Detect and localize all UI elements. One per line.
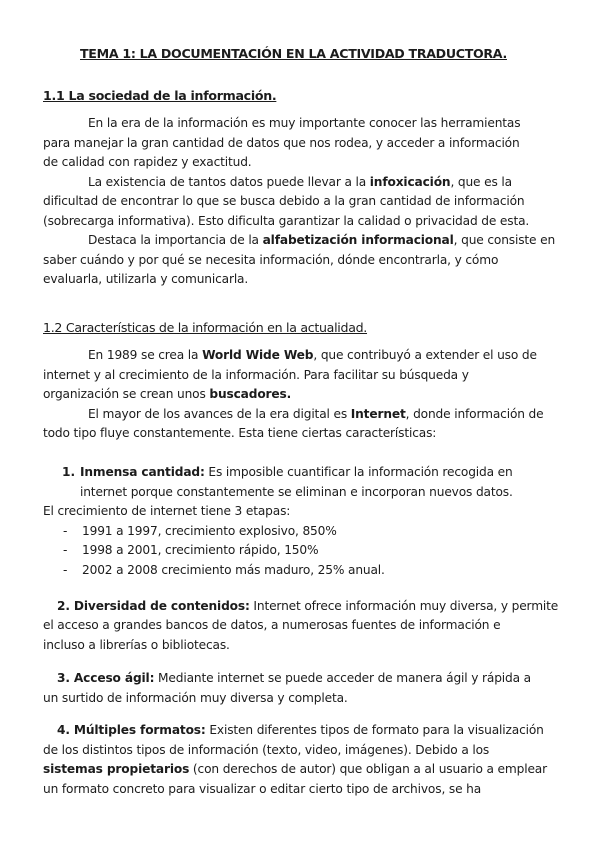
s1-p1-line3: de calidad con rapidez y exactitud. xyxy=(43,155,252,169)
dash-bullet: - xyxy=(63,543,68,557)
s2-p1-line3: organización se crean unos buscadores. xyxy=(43,387,292,401)
stages-intro: El crecimiento de internet tiene 3 etapas: xyxy=(43,504,291,518)
s2-p2-line1: El mayor de los avances de la era digital es Internet, donde información de xyxy=(88,407,544,421)
s2-p1-line2: internet y al crecimiento de la información. Para facilitar su búsqueda y xyxy=(43,368,469,382)
item1-line2: internet porque constantemente se eliminan e incorporan nuevos datos. xyxy=(80,485,513,499)
s1-p3-line2: saber cuándo y por qué se necesita información, dónde encontrarla, y cómo xyxy=(43,253,499,267)
item1-label: Inmensa cantidad: xyxy=(80,465,205,479)
s1-p2-line2: dificultad de encontrar lo que se busca debido a la gran cantidad de información xyxy=(43,194,525,208)
term-infoxicacion: infoxicación xyxy=(369,175,451,189)
item3-line2: un surtido de información muy diversa y completa. xyxy=(43,691,348,705)
item2-line1: 2. Diversidad de contenidos: Internet ofrece información muy diversa, y permite xyxy=(57,599,559,613)
s1-p2-line3: (sobrecarga informativa). Esto dificulta garantizar la calidad o privacidad de esta. xyxy=(43,214,530,228)
term-internet: Internet xyxy=(350,407,406,421)
term-alfabetizacion: alfabetización informacional xyxy=(262,233,454,247)
dash-bullet: - xyxy=(63,524,68,538)
item3-label: 3. Acceso ágil: xyxy=(57,671,155,685)
item3-line1: 3. Acceso ágil: Mediante internet se puede acceder de manera ágil y rápida a xyxy=(57,671,531,685)
item4-line3: sistemas propietarios (con derechos de autor) que obligan a al usuario a emplear xyxy=(43,762,547,776)
list-number-1: 1. xyxy=(62,465,76,479)
s1-p1-line1: En la era de la información es muy importante conocer las herramientas xyxy=(88,116,521,130)
section-1-heading: 1.1 La sociedad de la información. xyxy=(43,88,277,103)
item4-line2: de los distintos tipos de información (texto, video, imágenes). Debido a los xyxy=(43,743,490,757)
section-2-heading: 1.2 Características de la información en la actualidad. xyxy=(43,320,368,335)
dash-bullet: - xyxy=(63,563,68,577)
s1-p2-line1: La existencia de tantos datos puede llevar a la infoxicación, que es la xyxy=(88,175,512,189)
term-sistemas-propietarios: sistemas propietarios xyxy=(43,762,190,776)
s1-p3-line1: Destaca la importancia de la alfabetización informacional, que consiste en xyxy=(88,233,556,247)
page-title: TEMA 1: LA DOCUMENTACIÓN EN LA ACTIVIDAD TRADUCTORA. xyxy=(80,46,507,61)
s1-p1-line2: para manejar la gran cantidad de datos que nos rodea, y acceder a información xyxy=(43,136,520,150)
s2-p2-line2: todo tipo fluye constantemente. Esta tiene ciertas características: xyxy=(43,426,437,440)
item2-line2: el acceso a grandes bancos de datos, a numerosas fuentes de información e xyxy=(43,618,501,632)
s1-p3-line3: evaluarla, utilizarla y comunicarla. xyxy=(43,272,249,286)
item4-label: 4. Múltiples formatos: xyxy=(57,723,206,737)
term-buscadores: buscadores. xyxy=(209,387,292,401)
term-www: World Wide Web xyxy=(202,348,314,362)
item4-line1: 4. Múltiples formatos: Existen diferentes tipos de formato para la visualización xyxy=(57,723,544,737)
stage-item-1: 1991 a 1997, crecimiento explosivo, 850% xyxy=(82,524,337,538)
s2-p1-line1: En 1989 se crea la World Wide Web, que contribuyó a extender el uso de xyxy=(88,348,537,362)
stage-item-2: 1998 a 2001, crecimiento rápido, 150% xyxy=(82,543,319,557)
item1-line1: Inmensa cantidad: Es imposible cuantificar la información recogida en xyxy=(80,465,513,479)
stage-item-3: 2002 a 2008 crecimiento más maduro, 25% anual. xyxy=(82,563,385,577)
item2-line3: incluso a librerías o bibliotecas. xyxy=(43,638,230,652)
item4-line4: un formato concreto para visualizar o editar cierto tipo de archivos, se ha xyxy=(43,782,482,796)
item2-label: 2. Diversidad de contenidos: xyxy=(57,599,250,613)
